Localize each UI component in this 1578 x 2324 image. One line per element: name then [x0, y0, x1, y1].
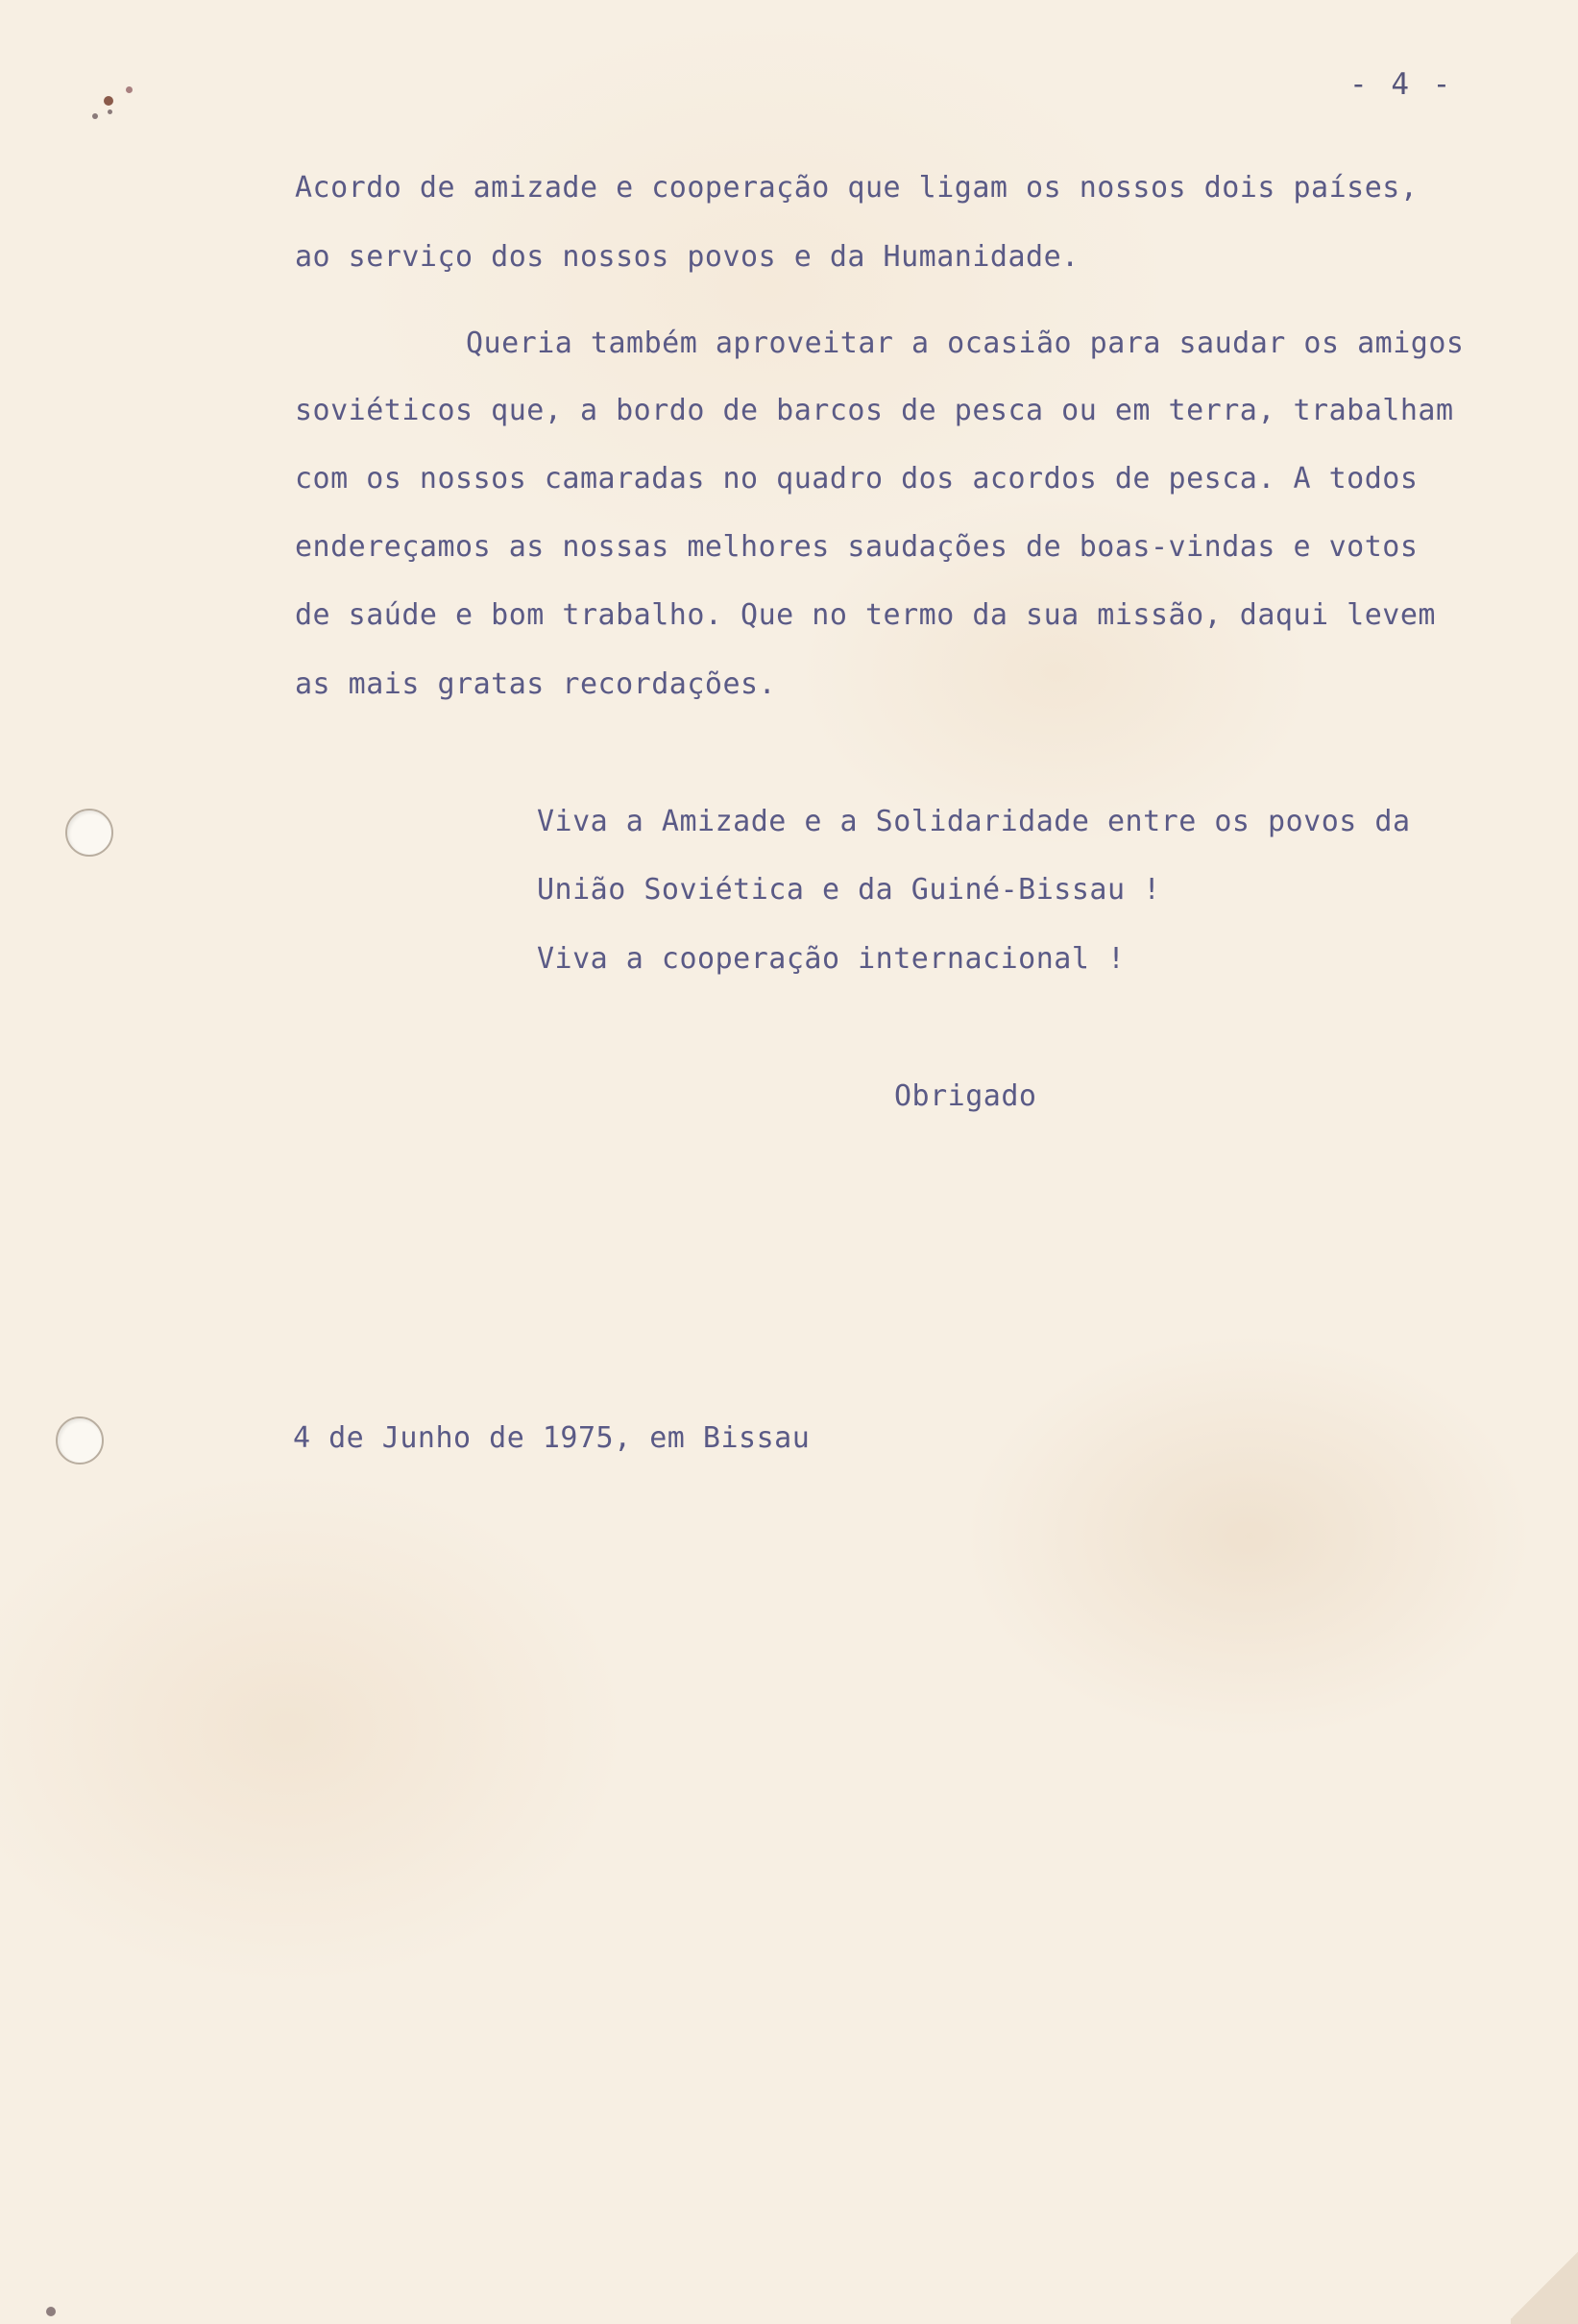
punch-hole-top: [65, 809, 113, 857]
closing-text: Obrigado: [894, 1079, 1037, 1113]
page-number: - 4 -: [1349, 67, 1454, 102]
body-line: as mais gratas recordações.: [295, 667, 777, 701]
body-line: de saúde e bom trabalho. Que no termo da sua missão, daqui levem: [295, 598, 1436, 632]
body-line: Acordo de amizade e cooperação que ligam os nossos dois países,: [295, 171, 1419, 205]
body-line: soviéticos que, a bordo de barcos de pesca ou em terra, trabalham: [295, 394, 1454, 427]
ink-stain: [104, 96, 113, 106]
ink-stain: [126, 86, 133, 93]
ink-stain: [92, 113, 98, 119]
body-line: com os nossos camaradas no quadro dos acordos de pesca. A todos: [295, 462, 1419, 496]
body-line: Queria também aproveitar a ocasião para saudar os amigos: [466, 327, 1465, 360]
salutation-line: Viva a cooperação internacional !: [537, 942, 1126, 976]
dateline: 4 de Junho de 1975, em Bissau: [293, 1421, 811, 1455]
folded-corner: [1511, 2247, 1578, 2324]
salutation-line: União Soviética e da Guiné-Bissau !: [537, 873, 1161, 907]
salutation-line: Viva a Amizade e a Solidaridade entre os povos da: [537, 805, 1411, 838]
body-line: endereçamos as nossas melhores saudações de boas-vindas e votos: [295, 530, 1419, 564]
ink-stain: [46, 2307, 56, 2316]
punch-hole-bottom: [56, 1416, 104, 1465]
body-line: ao serviço dos nossos povos e da Humanidade.: [295, 240, 1080, 274]
ink-stain: [108, 109, 112, 114]
